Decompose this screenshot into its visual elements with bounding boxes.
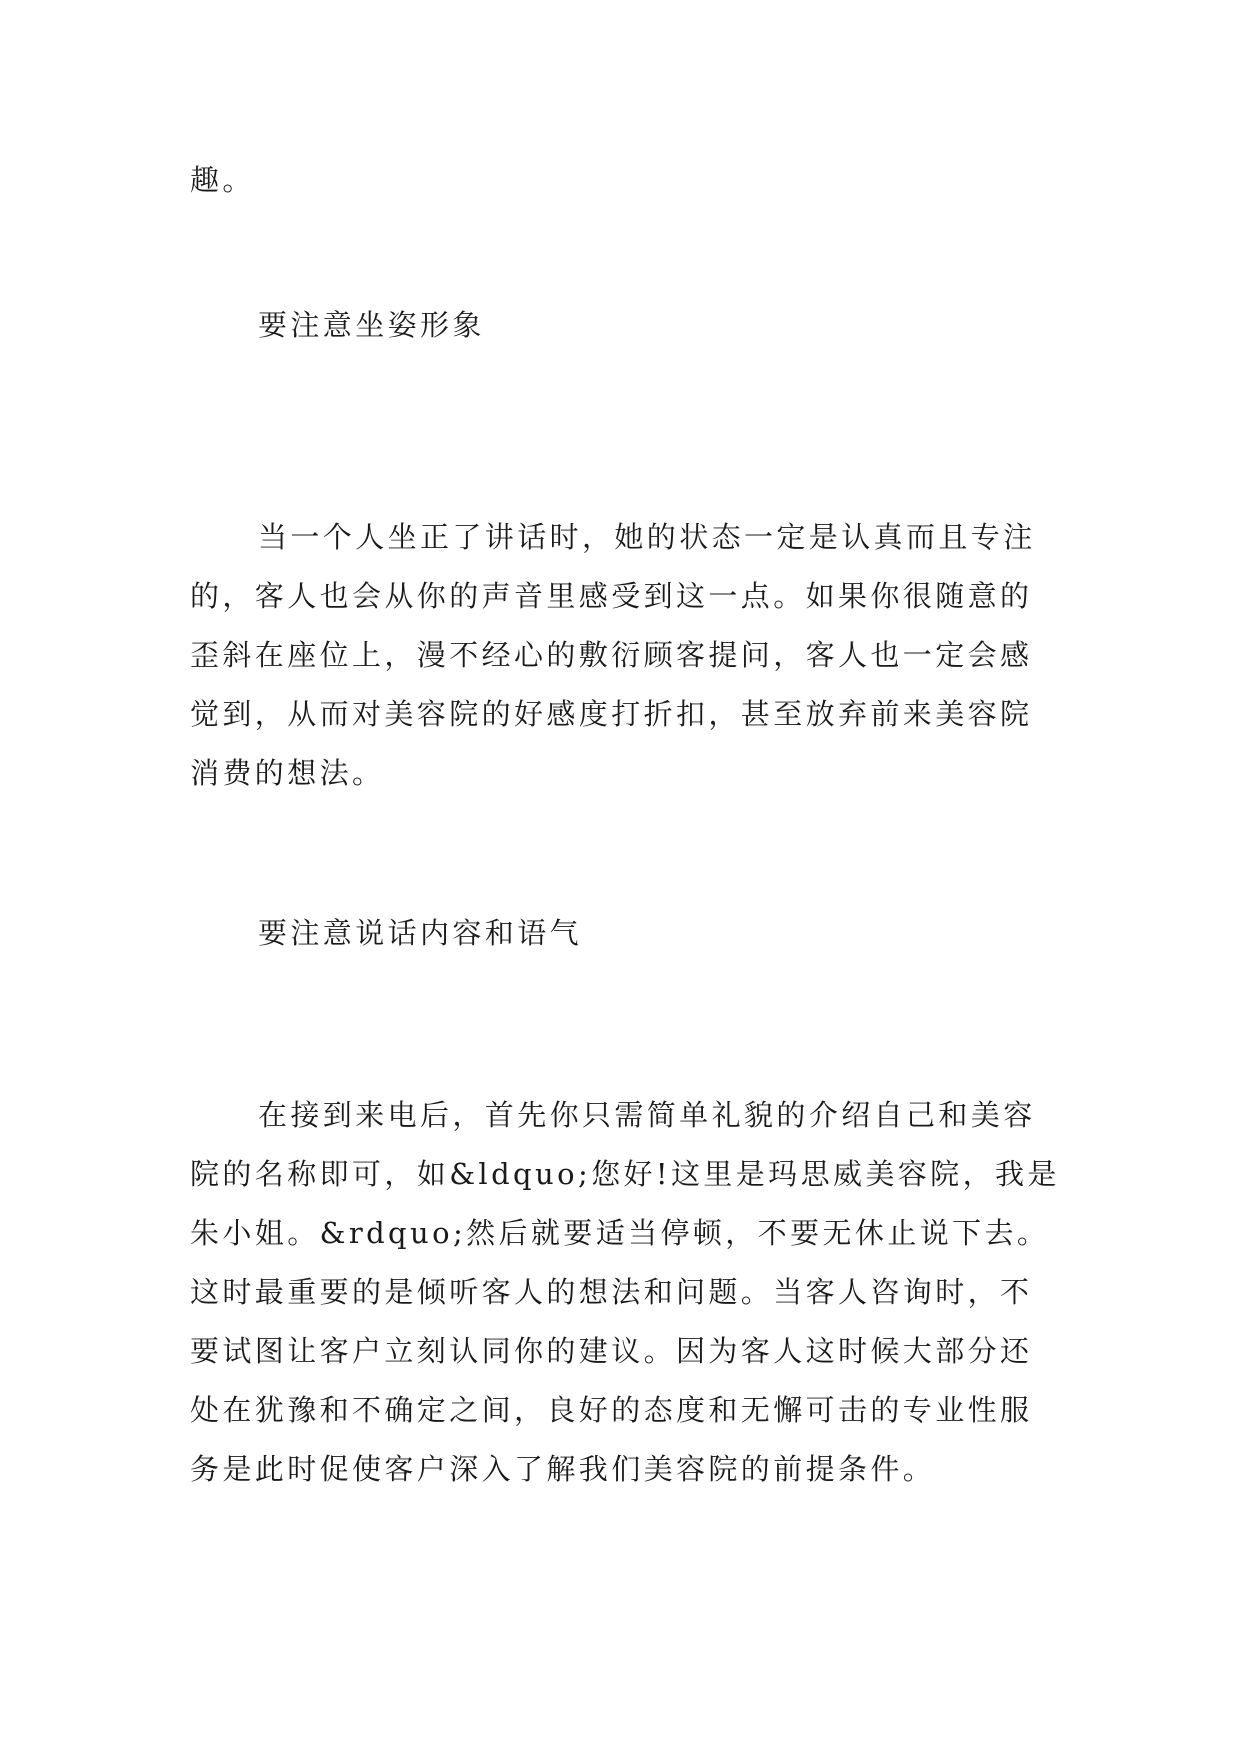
paragraph-fragment: 趣。 <box>190 163 255 197</box>
paragraph-speech: 在接到来电后，首先你只需简单礼貌的介绍自己和美容院的名称即可，如&ldquo;您好!这里是玛思威美容院，我是朱小姐。&rdquo;然后就要适当停顿，不要无休止说下去。这时最重要的是倾听客人的想法和问题。当客人咨询时，不要试图让客户立刻认同你的建议。因为客人这时候大部分还处在犹豫和不确定之间，良好的态度和无懈可击的专业性服务是此时促使客户深入了解我们美容院的前提条件。 <box>190 1098 1060 1486</box>
section-heading-speech: 要注意说话内容和语气 <box>258 916 583 950</box>
paragraph-posture: 当一个人坐正了讲话时，她的状态一定是认真而且专注的，客人也会从你的声音里感受到这一点。如果你很随意的歪斜在座位上，漫不经心的敷衍顾客提问，客人也一定会感觉到，从而对美容院的好感度打折扣，甚至放弃前来美容院消费的想法。 <box>190 520 1036 790</box>
section-heading-posture: 要注意坐姿形象 <box>258 308 485 342</box>
